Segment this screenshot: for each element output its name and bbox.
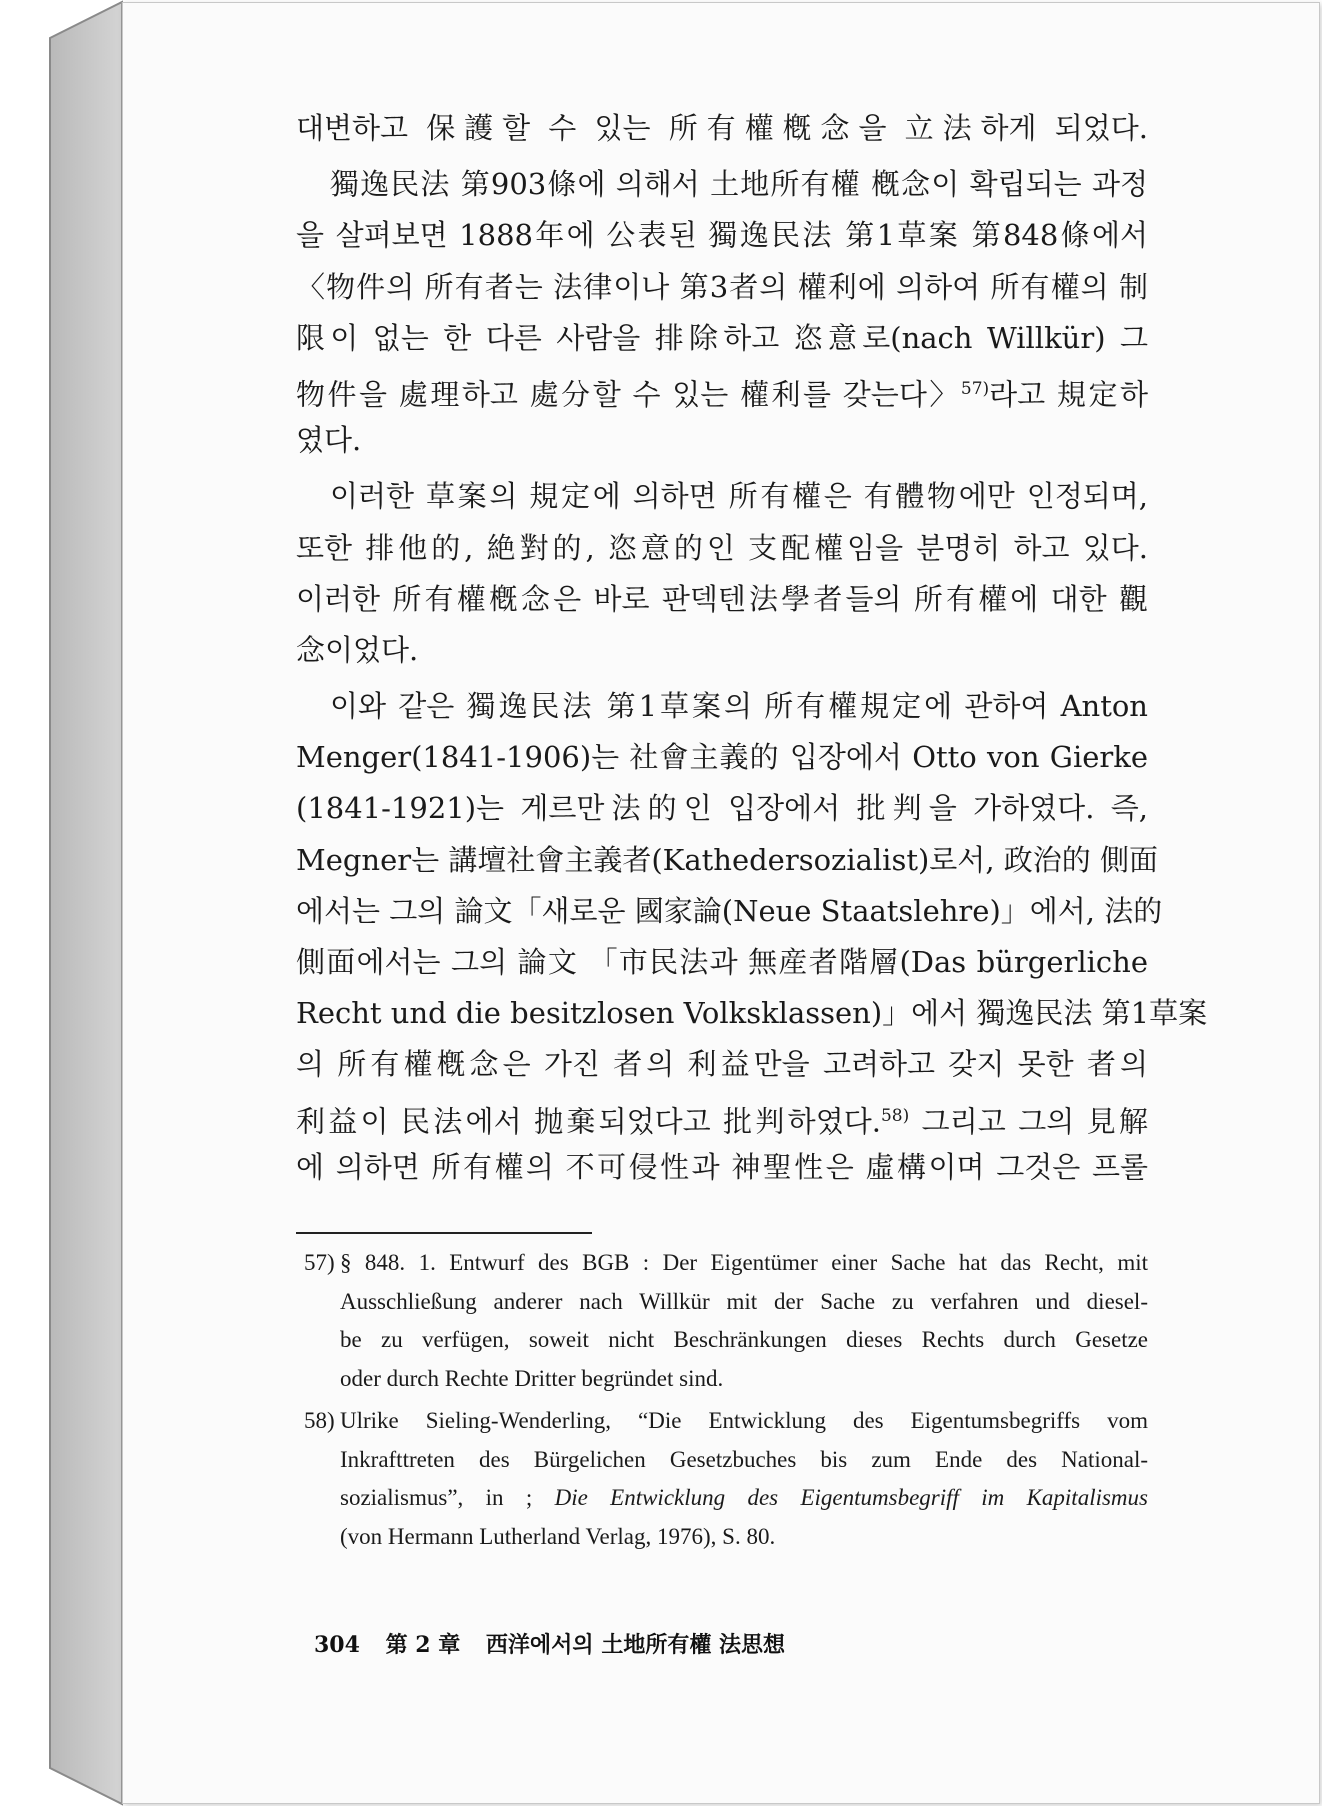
footnote-line bbox=[340, 1479, 1148, 1518]
chapter-label: 第 2 章 bbox=[385, 1632, 461, 1658]
footnote-text: sozialismus”, in ; bbox=[340, 1485, 555, 1510]
body-line: 限이 없는 한 다른 사람을 排除하고 恣意로(nach Willkür) 그 bbox=[296, 320, 1148, 355]
body-line-part: 利益이 民法에서 抛棄되었다고 批判하였다. bbox=[296, 1104, 881, 1139]
body-line: Megner는 講壇社會主義者(Kathedersozialist)로서, 政治的 側面 bbox=[296, 842, 1158, 877]
footnote-ref-58[interactable]: 58) bbox=[880, 1105, 910, 1126]
body-line-with-ref bbox=[296, 1091, 1148, 1142]
footnote-line: (von Hermann Lutherland Verlag, 1976), S. 80. bbox=[340, 1523, 776, 1549]
body-line: 이와 같은 獨逸民法 第1草案의 所有權規定에 관하여 Anton bbox=[330, 689, 1148, 724]
chapter-title: 西洋에서의 土地所有權 法思想 bbox=[485, 1632, 785, 1658]
footnotes bbox=[296, 1244, 1148, 1560]
footnote-58 bbox=[296, 1402, 1148, 1556]
body-line: (1841-1921)는 게르만法的인 입장에서 批判을 가하였다. 즉, bbox=[296, 791, 1148, 826]
body-line: 였다. bbox=[296, 423, 362, 458]
body-line: 에 의하면 所有權의 不可侵性과 神聖性은 虛構이며 그것은 프롤 bbox=[296, 1149, 1148, 1184]
body-text bbox=[296, 103, 1208, 1193]
body-line: 이러한 草案의 規定에 의하면 所有權은 有體物에만 인정되며, bbox=[330, 479, 1148, 514]
body-line: 念이었다. bbox=[296, 632, 419, 667]
body-line: 또한 排他的, 絶對的, 恣意的인 支配權임을 분명히 하고 있다. bbox=[296, 530, 1148, 565]
body-line: 側面에서는 그의 論文 「市民法과 無産者階層(Das bürgerliche bbox=[296, 945, 1148, 979]
body-line-with-ref bbox=[296, 364, 1148, 415]
body-line: Menger(1841-1906)는 社會主義的 입장에서 Otto von Gierke bbox=[296, 740, 1148, 775]
footnote-line: be zu verfügen, soweit nicht Beschränkungen dieses Rechts durch Gesetze bbox=[340, 1327, 1148, 1352]
footnote-57 bbox=[296, 1244, 1148, 1398]
body-line-part: 라고 規定하 bbox=[989, 377, 1148, 412]
footnote-line: Inkrafttreten des Bürgelichen Gesetzbuches bis zum Ende des National- bbox=[340, 1446, 1148, 1472]
body-line: 대변하고 保護할 수 있는 所有權槪念을 立法하게 되었다. bbox=[296, 111, 1148, 145]
body-line: 을 살펴보면 1888年에 公表된 獨逸民法 第1草案 第848條에서 bbox=[296, 218, 1148, 253]
page-number: 304 bbox=[314, 1632, 360, 1658]
body-line: 의 所有權槪念은 가진 者의 利益만을 고려하고 갖지 못한 者의 bbox=[296, 1047, 1148, 1082]
footnote-line: § 848. 1. Entwurf des BGB : Der Eigentümer einer Sache hat das Recht, mit bbox=[340, 1250, 1148, 1275]
footnote-divider bbox=[296, 1232, 592, 1234]
footnote-line: Ausschließung anderer nach Willkür mit der Sache zu verfahren und diesel- bbox=[340, 1288, 1148, 1314]
footnote-line: oder durch Rechte Dritter begründet sind. bbox=[340, 1365, 724, 1391]
footnote-number: 57) bbox=[304, 1250, 335, 1275]
body-line: Recht und die besitzlosen Volksklassen)」에서 獨逸民法 第1草案 bbox=[296, 996, 1208, 1031]
body-line: 獨逸民法 第903條에 의해서 土地所有權 槪念이 확립되는 과정 bbox=[330, 167, 1148, 202]
body-line: 에서는 그의 論文「새로운 國家論(Neue Staatslehre)」에서, 法的 bbox=[296, 893, 1163, 928]
footnote-ref-57[interactable]: 57) bbox=[960, 378, 990, 399]
footnote-book-title: Die Entwicklung des Eigentumsbegriff im Kapitalismus bbox=[554, 1485, 1148, 1510]
body-line-part: 그리고 그의 見解 bbox=[909, 1104, 1148, 1139]
running-footer bbox=[314, 1628, 803, 1659]
footnote-number: 58) bbox=[304, 1408, 335, 1433]
body-line: 〈物件의 所有者는 法律이나 第3者의 權利에 의하여 所有權의 制 bbox=[296, 269, 1148, 304]
body-line: 이러한 所有權槪念은 바로 판덱텐法學者들의 所有權에 대한 觀 bbox=[296, 581, 1148, 616]
body-line-part: 物件을 處理하고 處分할 수 있는 權利를 갖는다〉 bbox=[296, 377, 961, 412]
footnote-line: Ulrike Sieling-Wenderling, “Die Entwicklung des Eigentumsbegriffs vom bbox=[340, 1408, 1148, 1433]
